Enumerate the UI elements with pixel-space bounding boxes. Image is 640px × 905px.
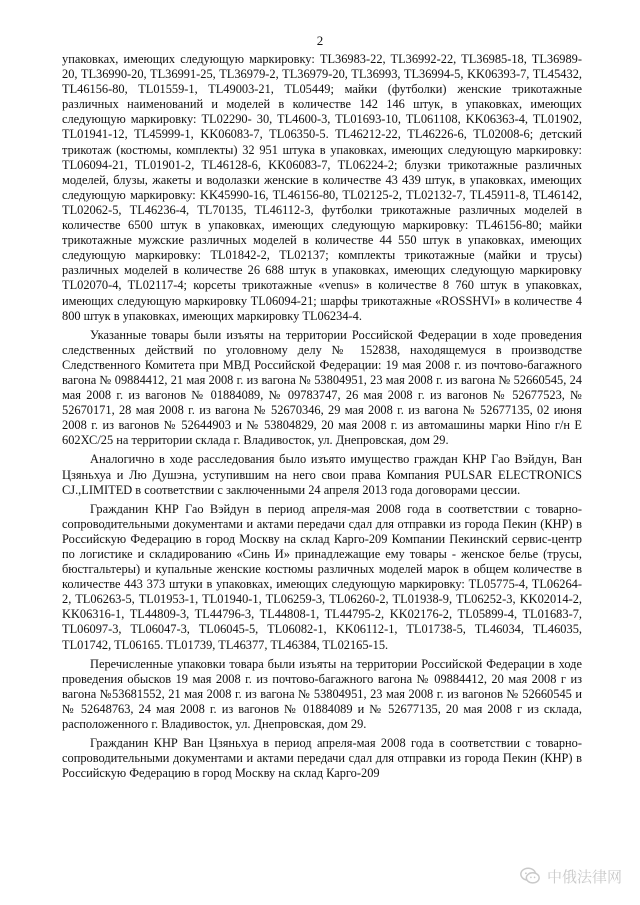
page-number: 2 bbox=[316, 33, 324, 48]
wechat-logo-icon bbox=[519, 865, 541, 887]
paragraph-5: Перечисленные упаковки товара были изъяты на территории Российской Федерации в ходе проведения обысков 19 мая 2008 г. из почтово-багажного вагона № 09884412, 20 мая 2008 г из вагона №53681552, 21 мая 2008 г. из вагона № 53804951, 23 мая 2008 г. из вагонов № 52660545 и № 52648763, 24 мая 2008 г. из вагонов № 01884089 и № 52677135, 20 мая 2008 г из склада, расположенного г. Владивосток, ул. Днепровская, дом 29. bbox=[62, 656, 582, 732]
paragraph-6: Гражданин КНР Ван Цзяньхуа в период апреля-мая 2008 года в соответствии с товарно-сопроводительными документами и актами передачи сдал для отправки из города Пекин (КНР) в Российскую Федерацию в город Москву на склад Карго-209 bbox=[62, 736, 582, 781]
paragraph-4: Гражданин КНР Гао Вэйдун в период апреля-мая 2008 года в соответствии с товарно-сопроводительными документами и актами передачи сдал для отправки из города Пекин (КНР) в Российскую Федерацию в город Москву на склад Карго-209 Компании Пекинский сервис-центр по логистике и складированию «Синь И» принадлежащие ему товары - женское белье (трусы, бюстгальтеры) и купальные женские костюмы различных моделей марок в общем количестве в количестве 443 373 штуки в упаковках, имеющих следующую маркировку: TL05775-4, TL06264-2, TL06263-5, TL01953-1, TL01940-1, TL06259-3, TL06260-2, TL01938-9, TL06252-3, KK02014-2, KK06316-1, TL44809-3, TL44796-3, TL44808-1, TL44795-2, KK02176-2, TL05899-4, TL01683-7, TL06097-3, TL06047-3, TL06045-5, TL06082-1, KK06112-1, TL01738-5, TL46034, TL46035, TL01742, TL06165. TL01739, TL46377, TL46384, TL02165-15. bbox=[62, 501, 582, 652]
paragraph-3: Аналогично в ходе расследования было изъято имущество граждан КНР Гао Вэйдун, Ван Цзяньхуа и Лю Душэна, уступившим на него свои права Компания PULSAR ELECTRONICS CJ.,LIMITED в соответствии с заключенными 24 апреля 2013 года договорами цессии. bbox=[62, 452, 582, 497]
document-body bbox=[62, 52, 582, 785]
watermark-text: 中俄法律网 bbox=[546, 867, 622, 886]
paragraph-2: Указанные товары были изъяты на территории Российской Федерации в ходе проведения следственных действий по уголовному делу № 152838, находящемуся в производстве Следственного Комитета при МВД Российской Федерации: 19 мая 2008 г. из почтово-багажного вагона № 09884412, 21 мая 2008 г. из вагона № 53804951, 23 мая 2008 г. из вагона № 52660545, 24 мая 2008 г. из вагонов № 01884089, № 09783747, 26 мая 2008 г. из вагонов № 52677523, № 52670171, 28 мая 2008 г. из вагона № 52670346, 29 мая 2008 г. из вагона № 52677135, 02 июня 2008 г. из вагонов № 52644903 и № 53804829, 20 мая 2008 г. из автомашины марки Hino г/н Е 602ХС/25 на территории склада г. Владивосток, ул. Днепровская, дом 29. bbox=[62, 327, 582, 448]
watermark bbox=[519, 865, 622, 887]
paragraph-1: упаковках, имеющих следующую маркировку: TL36983-22, TL36992-22, TL36985-18, TL36989-20, TL36990-20, TL36991-25, TL36979-2, TL36979-20, TL36993, TL36994-5, KK06393-7, TL45432, TL46156-80, TL01559-1, TL49003-21, TL05449; майки (футболки) женские трикотажные различных наименований и моделей в количестве 142 146 штук, в упаковках, имеющих следующую маркировку: TL02290- 30, TL4600-3, TL01693-10, TL061108, KK06363-4, TL01902, TL01941-12, TL45999-1, KK06083-7, TL06350-5. TL46212-22, TL46226-6, TL02008-6; детский трикотаж (костюмы, комплекты) 32 951 штука в упаковках, имеющих следующую маркировку: TL06094-21, TL01901-2, TL46128-6, KK06083-7, TL06224-2; блузки трикотажные различных моделей, блузы, жакеты и водолазки женские в количестве 43 439 штук, в упаковках, имеющих следующую маркировку: KK45990-16, TL46156-80, TL02125-2, TL02132-7, TL45911-8, TL46142, TL02062-5, TL46236-4, TL70135, TL46112-3, футболки трикотажные различных моделей в количестве 6500 штук в упаковках, имеющих следующую маркировку: TL46156-80; майки трикотажные мужские различных моделей в количестве 44 550 штук в упаковках, имеющих следующую маркировку: TL01842-2, TL02137; комплекты трикотажные (майки и трусы) различных моделей в количестве 26 688 штук в упаковках, имеющих следующую маркировку TL02070-4, TL02117-4; корсеты трикотажные «venus» в количестве 8 760 штук в упаковках, имеющих следующую маркировку TL06094-21; шарфы трикотажные «ROSSHVI» в количестве 4 800 штук в упаковках, имеющих маркировку TL06234-4. bbox=[62, 52, 582, 323]
